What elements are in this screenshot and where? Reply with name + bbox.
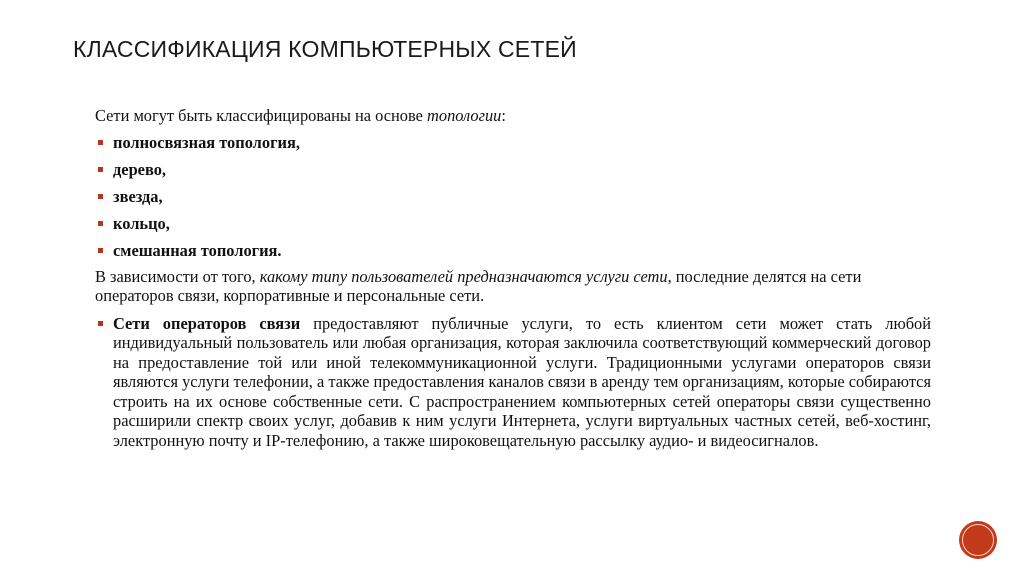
para2-start: В зависимости от того, bbox=[95, 266, 260, 286]
operators-paragraph bbox=[95, 314, 931, 451]
intro-end: : bbox=[501, 106, 506, 125]
operators-text: предоставляют публичные услуги, то есть клиентом сети может стать любой индивидуальный пользователь или любая организация, которая заключила соответствующий коммерческий договор на предоставление той или иной телекоммуникационной услуги. Традиционными услугами операторов связи являются услуги телефонии, а также предоставления каналов связи в аренду тем организациям, которые собираются строить на их основе собственные сети. С распространением компьютерных сетей операторы связи существенно расширили спектр своих услуг, добавив к ним услуги Интернета, услуги виртуальных частных сетей, веб-хостинг, электронную почту и IP-телефонию, а также широковещательную рассылку аудио- и видеосигналов. bbox=[113, 313, 931, 450]
topology-list bbox=[95, 133, 931, 261]
list-item: дерево, bbox=[95, 160, 931, 180]
intro-text: Сети могут быть классифицированы на основе bbox=[95, 106, 428, 125]
list-item: полносвязная топология, bbox=[95, 133, 931, 153]
slide-title: КЛАССИФИКАЦИЯ КОМПЬЮТЕРНЫХ СЕТЕЙ bbox=[73, 36, 577, 62]
user-type-paragraph bbox=[95, 267, 931, 306]
list-item: кольцо, bbox=[95, 214, 931, 234]
para2-italic: какому типу пользователей предназначаются услуги сети bbox=[259, 266, 668, 286]
slide-body bbox=[95, 106, 931, 450]
para2-end: , последние делятся на сети операторов связи, корпоративные и персональные сети. bbox=[95, 266, 862, 306]
list-item: смешанная топология. bbox=[95, 241, 931, 261]
intro-italic: топологии bbox=[427, 106, 502, 125]
operators-bold: Сети операторов связи bbox=[113, 313, 301, 333]
intro-paragraph bbox=[95, 106, 931, 126]
slide-decoration-circle-icon bbox=[959, 521, 997, 559]
list-item: звезда, bbox=[95, 187, 931, 207]
